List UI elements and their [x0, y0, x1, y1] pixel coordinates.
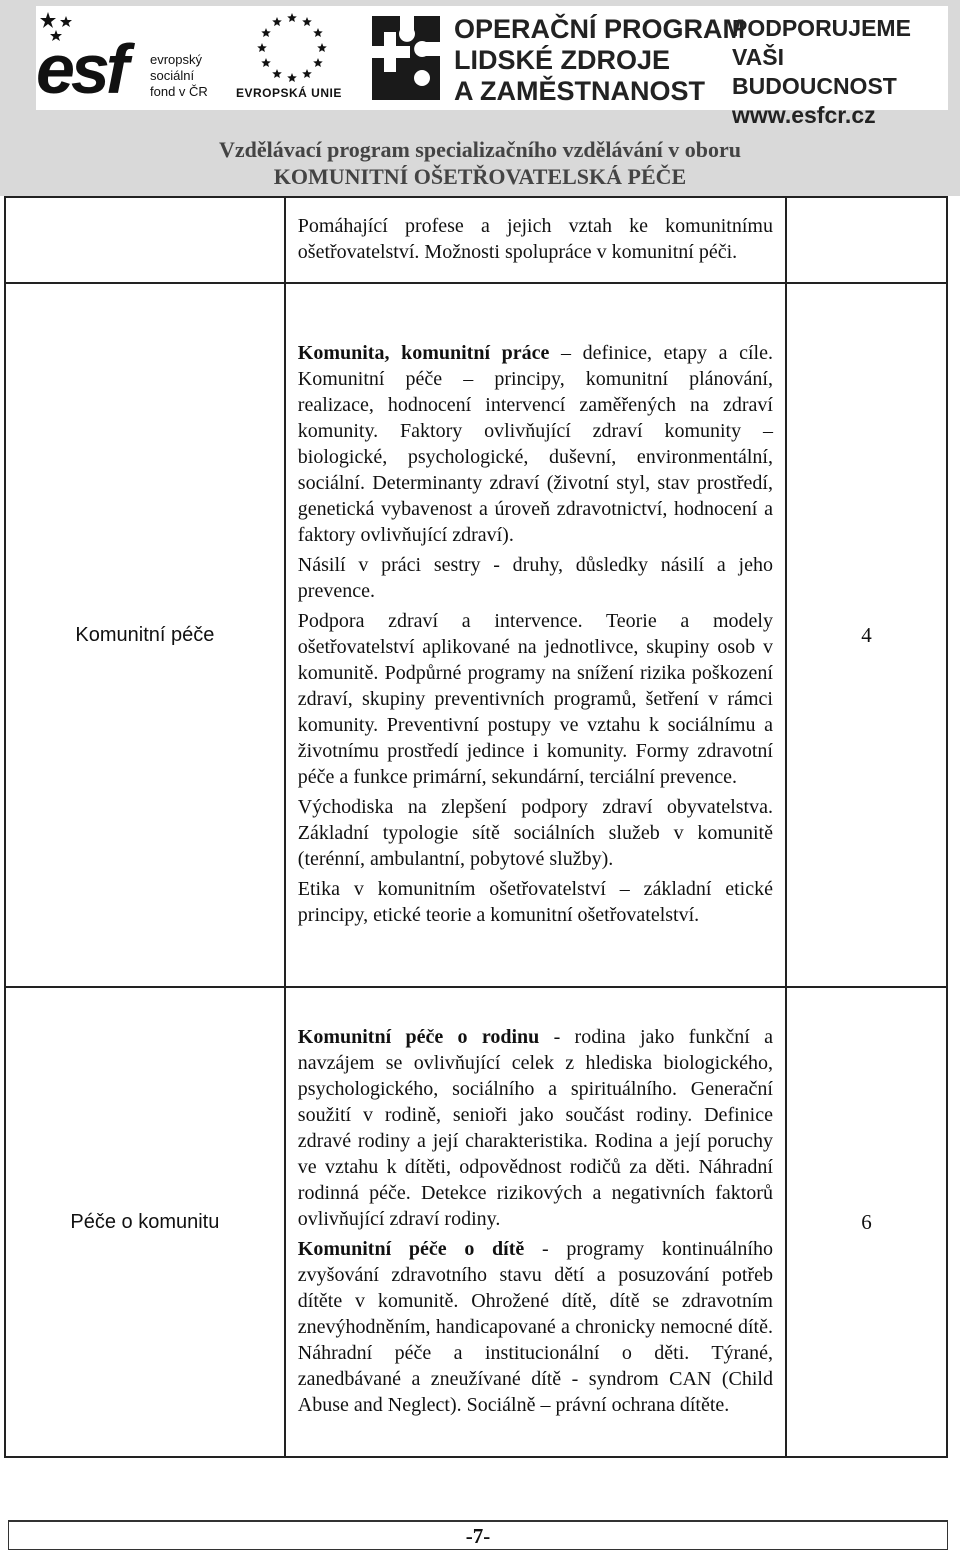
- op-title-line1: OPERAČNÍ PROGRAM: [454, 14, 746, 44]
- esf-logo: [36, 6, 246, 110]
- program-title-line1: Vzdělávací program specializačního vzdělávání v oboru: [218, 137, 742, 162]
- table-row: [5, 283, 947, 987]
- op-title-line3: A ZAMĚSTNANOST: [454, 76, 705, 106]
- topic-text: - rodina jako funkční a navzájem se ovlivňující celek z hlediska biologického, psychologického, sociálního a spirituálního. Generační soužití v rodině, senioři jako součást rodiny. Definice zdravé rodiny a její charakteristika. Rodina a její poruchy ve vztahu k dítěti, odpovědnost rodičů za děti. Náhradní rodinná péče. Detekce rizikových a negativních faktorů ovlivňující zdraví rodiny.: [297, 1026, 773, 1230]
- topic-heading: Komunitní péče o rodinu: [297, 1026, 540, 1048]
- program-title: [0, 136, 960, 190]
- content-paragraph: [298, 794, 773, 872]
- esf-subtitle-line3: fond v ČR: [150, 84, 208, 99]
- module-name-cell: Péče o komunitu: [5, 987, 285, 1457]
- podporujeme-line2: VAŠI BUDOUCNOST: [732, 44, 897, 99]
- hours-cell: 6: [786, 987, 947, 1457]
- content-block: [298, 1020, 773, 1424]
- module-name-cell: Komunitní péče: [5, 283, 285, 987]
- content-paragraph: [298, 1236, 773, 1418]
- esf-subtitle: [150, 52, 208, 100]
- op-title: [454, 14, 745, 107]
- program-title-line2: KOMUNITNÍ OŠETŘOVATELSKÁ PÉČE: [273, 164, 687, 189]
- page-number: -7-: [465, 1524, 491, 1548]
- eu-star-icon: [261, 28, 271, 37]
- hours-cell: [786, 197, 947, 283]
- page-footer: [8, 1520, 948, 1550]
- podporujeme-block: [732, 14, 948, 130]
- topic-text: Násilí v práci sestry - druhy, důsledky násilí a jeho prevence.: [297, 554, 773, 602]
- eu-star-icon: [317, 43, 327, 52]
- op-puzzle-icon: [366, 12, 446, 104]
- esf-subtitle-line2: sociální: [150, 68, 195, 83]
- content-paragraph: [298, 1024, 773, 1232]
- eu-star-icon: [261, 58, 271, 67]
- eu-star-icon: [302, 69, 312, 78]
- module-name-cell: [5, 197, 285, 283]
- table-row: [5, 197, 947, 283]
- table-row: [5, 987, 947, 1457]
- eu-star-icon: [287, 13, 297, 22]
- op-title-line2: LIDSKÉ ZDROJE: [454, 45, 671, 75]
- eu-star-icon: [272, 17, 282, 26]
- logo-band: [36, 6, 948, 128]
- module-content-cell: [285, 197, 786, 283]
- esf-url[interactable]: www.esfcr.cz: [732, 102, 876, 128]
- eu-star-icon: [313, 58, 323, 67]
- curriculum-table: [4, 196, 948, 1458]
- content-paragraph: [298, 608, 773, 790]
- eu-label: EVROPSKÁ UNIE: [236, 86, 342, 100]
- module-content-cell: [285, 283, 786, 987]
- eu-star-icon: [257, 43, 267, 52]
- eu-star-icon: [287, 73, 297, 82]
- topic-heading: Komunitní péče o dítě: [297, 1238, 525, 1260]
- topic-text: Podpora zdraví a intervence. Teorie a modely ošetřovatelství aplikované na jednotlivce, skupiny osob v komunitě. Podpůrné programy na snížení rizika poškození zdraví, skupiny preventivních programů, šetření v rámci komunity. Preventivní postupy ve vztahu k sociálnímu a životnímu prostředí jedince i komunity. Formy zdravotní péče a funkce primární, sekundární, terciální prevence.: [297, 610, 773, 788]
- content-paragraph: [298, 213, 773, 265]
- podporujeme-line1: PODPORUJEME: [732, 15, 911, 41]
- content-paragraph: [298, 876, 773, 928]
- hours-cell: 4: [786, 283, 947, 987]
- eu-star-icon: [302, 17, 312, 26]
- esf-subtitle-line1: evropský: [150, 52, 203, 67]
- topic-text: Etika v komunitním ošetřovatelství – základní etické principy, etické teorie a komunitní ošetřovatelství.: [297, 878, 773, 926]
- module-content-cell: [285, 987, 786, 1457]
- content-block: [298, 209, 773, 271]
- content-paragraph: [298, 552, 773, 604]
- header-banner: [0, 0, 960, 196]
- eu-star-icon: [313, 28, 323, 37]
- topic-text: - programy kontinuálního zvyšování zdravotního stavu dětí a posuzování potřeb dítěte v komunitě. Ohrožené dítě, dítě se zdravotním znevýhodněním, handicapované a chronicky nemocné dítě. Náhradní péče a institucionální o děti. Týrané, zanedbávané a zneužívané dítě - syndrom CAN (Child Abuse and Neglect). Sociálně – právní ochrana dítěte.: [297, 1238, 773, 1416]
- topic-heading: Komunita, komunitní práce: [297, 342, 550, 364]
- content-paragraph: [298, 340, 773, 548]
- topic-text: Pomáhající profese a jejich vztah ke komunitnímu ošetřovatelství. Možnosti spolupráce v komunitní péči.: [297, 215, 773, 263]
- topic-text: – definice, etapy a cíle. Komunitní péče – principy, komunitní plánování, realizace, hodnocení intervencí zaměřených na zdraví komunity. Faktory ovlivňující zdraví komunity – biologické, psychologické, duševní, environmentální, sociální. Determinanty zdraví (životní styl, stav prostředí, genetická vybavenost a úroveň zdravotnictví, hodnocení a faktory ovlivňující zdraví).: [297, 342, 773, 546]
- eu-star-icon: [272, 69, 282, 78]
- content-block: [298, 336, 773, 934]
- topic-text: Východiska na zlepšení podpory zdraví obyvatelstva. Základní typologie sítě sociálních služeb v komunitě (terénní, ambulantní, pobytové služby).: [297, 796, 773, 870]
- esf-letters: esf: [36, 30, 126, 108]
